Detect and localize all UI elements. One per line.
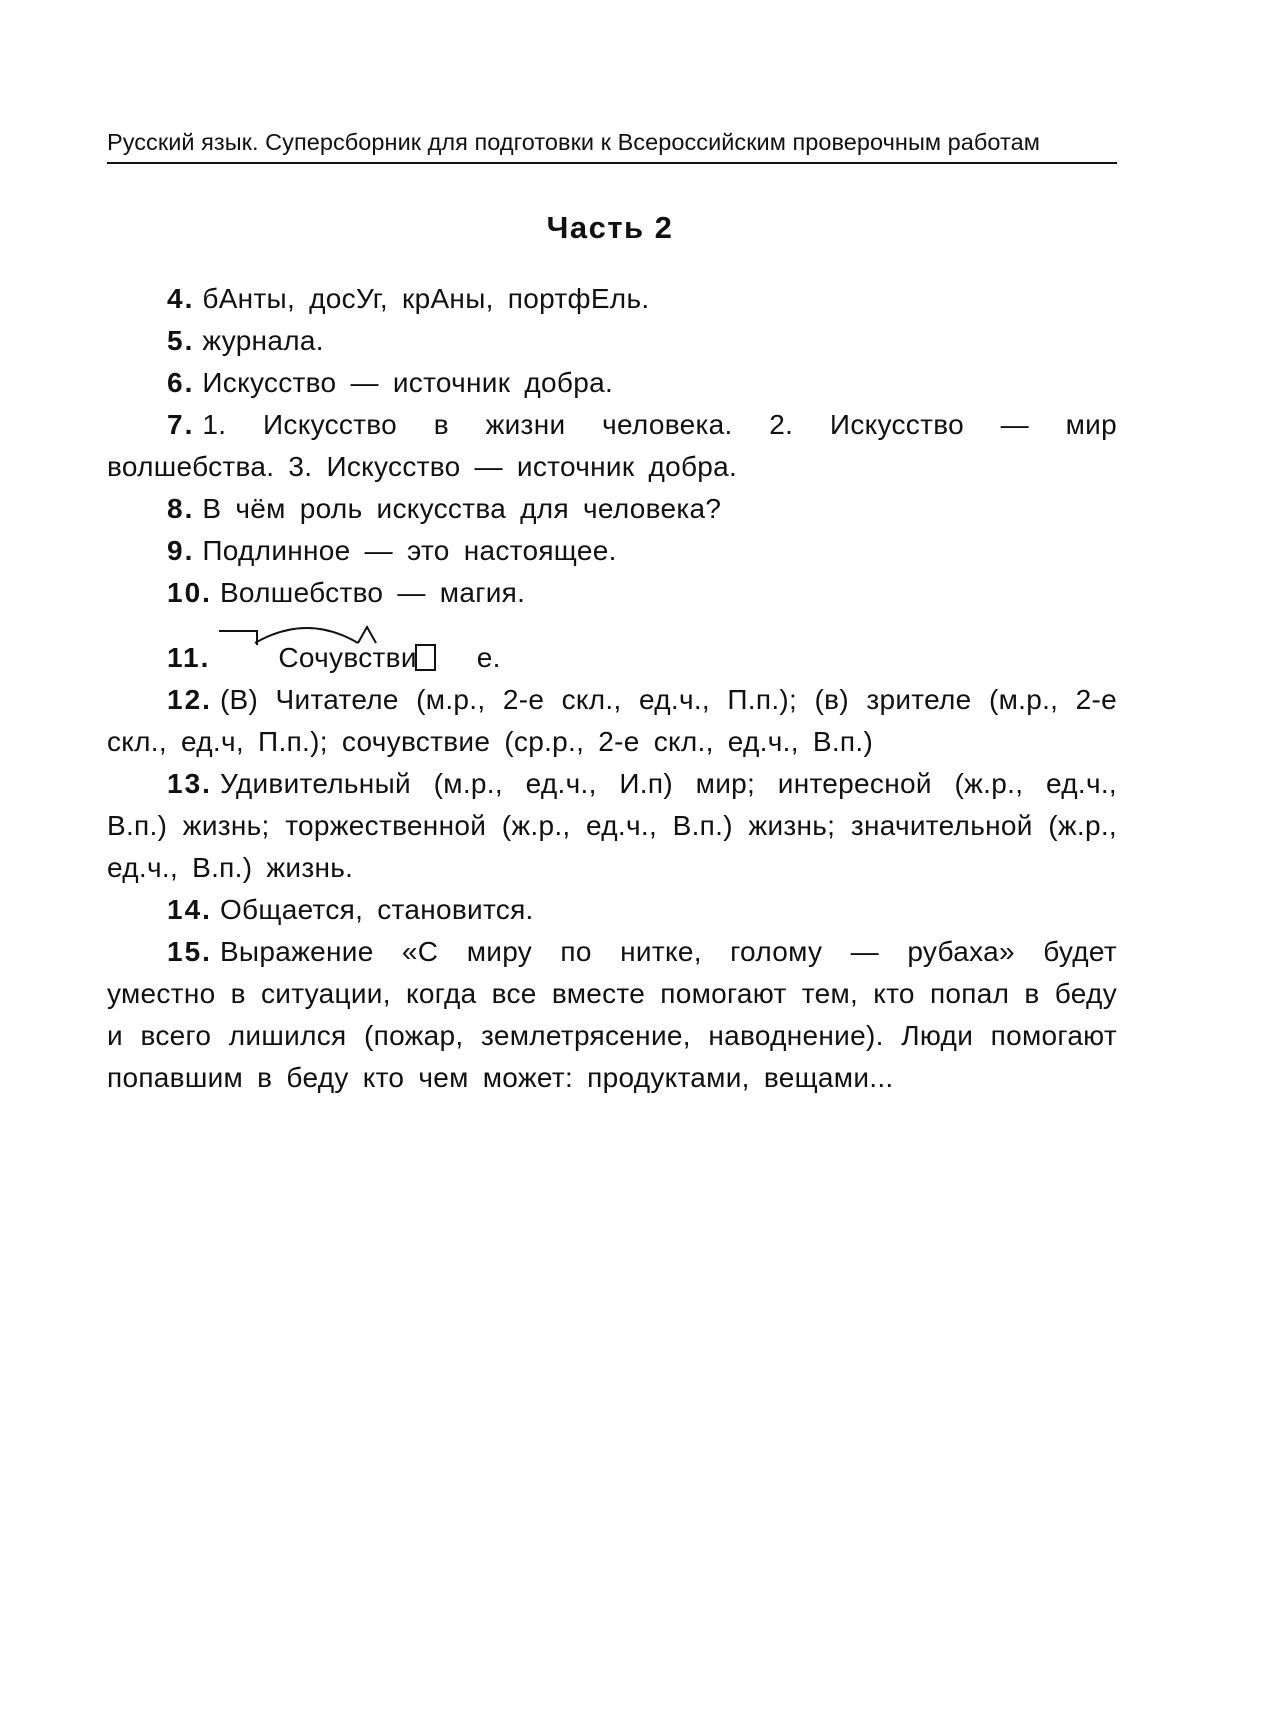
answer-number: 10.	[167, 577, 212, 608]
answer-text: Выражение «С миру по нитке, голому — рубаха» будет уместно в ситуации, когда все вместе помогают тем, кто попал в беду и всего лишился (пожар, землетрясение, наводнение). Люди помогают попавшим в беду кто чем может: продуктами, вещами...	[107, 936, 1117, 1093]
root-arc	[255, 628, 358, 643]
word-ending: е	[417, 637, 493, 679]
answer-number: 13.	[167, 768, 212, 799]
answer-number: 15.	[167, 936, 212, 967]
answers-list	[107, 278, 1117, 1099]
suffix-caret	[358, 627, 376, 643]
prefix-mark	[219, 631, 257, 645]
answer-number: 14.	[167, 894, 212, 925]
answer-text: Общается, становится.	[219, 894, 534, 925]
answer-item	[107, 362, 1117, 404]
answer-number: 8.	[167, 493, 195, 524]
answer-punct: .	[492, 642, 501, 673]
answer-text: Подлинное — это настоящее.	[202, 535, 617, 566]
answer-text: (В) Читателе (м.р., 2-е скл., ед.ч., П.п.); (в) зрителе (м.р., 2-е скл., ед.ч, П.п.); сочувствие (ср.р., 2-е скл., ед.ч., В.п.)	[107, 684, 1117, 757]
answer-number: 5.	[167, 325, 195, 356]
answer-number: 7.	[167, 409, 195, 440]
answer-item	[107, 320, 1117, 362]
answer-item	[107, 530, 1117, 572]
answer-item	[107, 488, 1117, 530]
answer-text: Волшебство — магия.	[219, 577, 526, 608]
answer-text: Искусство — источник добра.	[202, 367, 614, 398]
morpheme-parsed-word	[218, 637, 492, 679]
running-header: Русский язык. Суперсборник для подготовки к Всероссийским проверочным работам	[107, 126, 1117, 164]
answer-number: 6.	[167, 367, 195, 398]
answer-text: бАнты, досУг, крАны, портфЕль.	[202, 283, 650, 314]
ending-box	[415, 644, 436, 671]
answer-text: 1. Искусство в жизни человека. 2. Искусство — мир волшебства. 3. Искусство — источник добра.	[107, 409, 1117, 482]
answer-item-morpheme	[107, 637, 1117, 679]
answer-number: 9.	[167, 535, 195, 566]
answer-item	[107, 679, 1117, 763]
answer-number: 11.	[167, 642, 211, 673]
answer-item	[107, 889, 1117, 931]
answer-item	[107, 931, 1117, 1099]
answer-item	[107, 763, 1117, 889]
answer-text: В чём роль искусства для человека?	[202, 493, 722, 524]
morpheme-marks	[215, 619, 420, 649]
answer-text: журнала.	[202, 325, 324, 356]
answer-item	[107, 278, 1117, 320]
answer-item	[107, 404, 1117, 488]
answer-item	[107, 572, 1117, 614]
answer-text: Удивительный (м.р., ед.ч., И.п) мир; интересной (ж.р., ед.ч., В.п.) жизнь; торжественной (ж.р., ед.ч., В.п.) жизнь; значительной (ж.р., ед.ч., В.п.) жизнь.	[107, 768, 1117, 883]
part-title: Часть 2	[546, 210, 674, 245]
word-stem: Сочувстви	[278, 642, 417, 673]
answer-number: 4.	[167, 283, 195, 314]
answer-number: 12.	[167, 684, 212, 715]
